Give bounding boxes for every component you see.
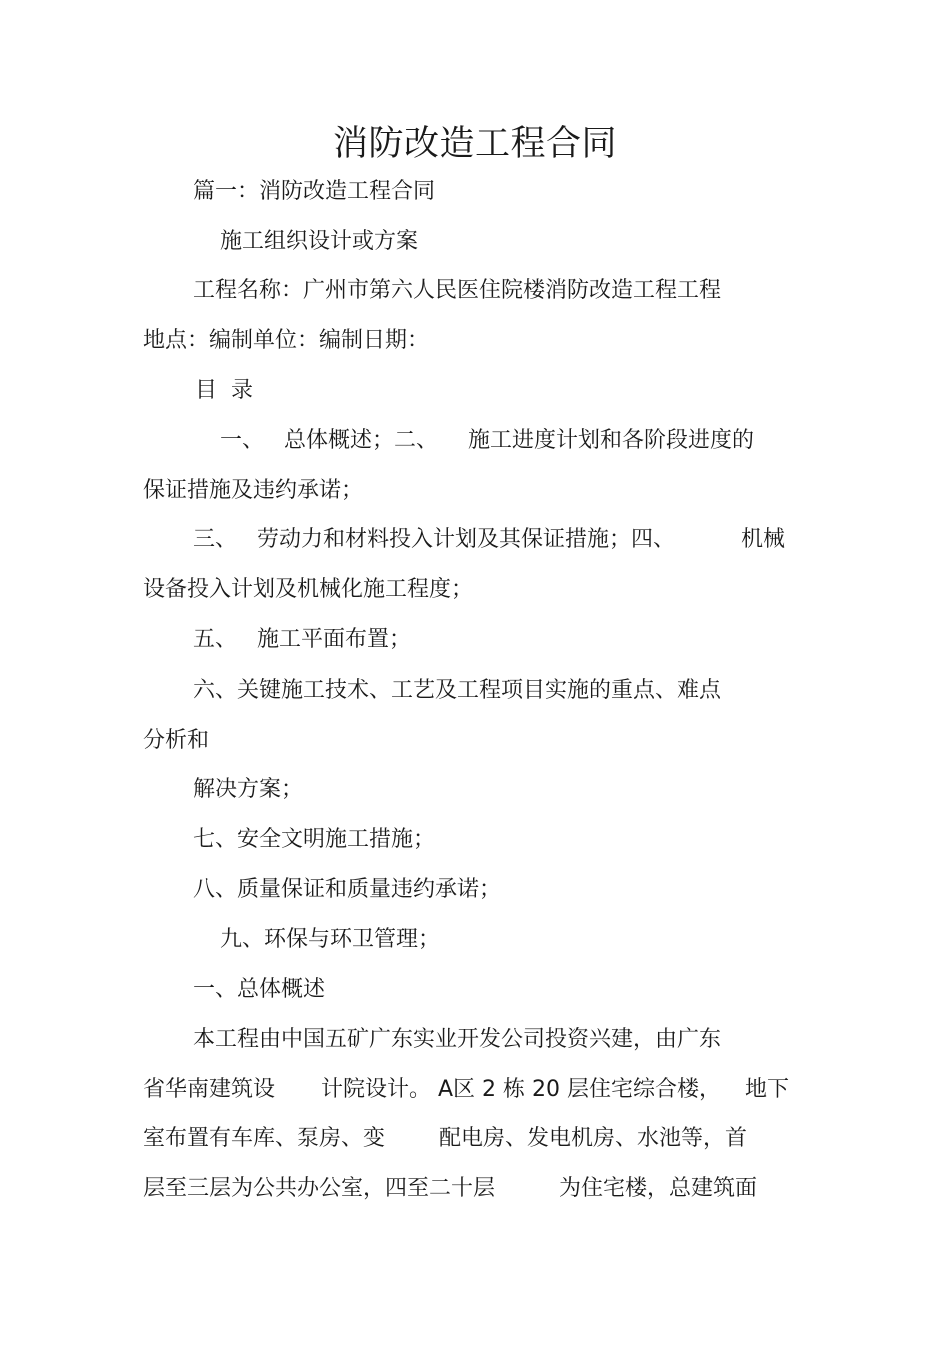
text-segment: 配电房、发电机房、水池等，首: [439, 1126, 748, 1151]
text-line: 保证措施及违约承诺；: [143, 478, 364, 503]
text-segment: 为住宅楼，总建筑面: [559, 1176, 758, 1201]
toc-number: 一、: [220, 428, 265, 453]
text-line: 篇一：消防改造工程合同: [193, 179, 436, 204]
toc-text: 施工进度计划和各阶段进度的: [468, 428, 755, 453]
toc-heading-part: 目: [195, 378, 218, 403]
toc-heading: [195, 376, 253, 406]
text-line: [143, 1075, 789, 1105]
toc-text: 劳动力和材料投入计划及其保证措施；四、: [257, 527, 676, 552]
text-segment: 地下: [745, 1077, 790, 1102]
text-segment: 计院设计。 A区 2 栋 20 层住宅综合楼，: [321, 1077, 722, 1102]
text-line: 设备投入计划及机械化施工程度；: [143, 577, 474, 602]
toc-line: [193, 625, 411, 655]
toc-line: [193, 525, 785, 555]
text-line: 七、安全文明施工措施；: [193, 827, 436, 852]
text-segment: 层至三层为公共办公室，四至二十层: [143, 1176, 496, 1201]
text-segment: 室布置有车库、泵房、变: [143, 1126, 386, 1151]
text-line: 地点：编制单位：编制日期：: [143, 328, 430, 353]
document-title: 消防改造工程合同: [332, 124, 617, 164]
text-line: 施工组织设计或方案: [220, 229, 419, 254]
text-line: 八、质量保证和质量违约承诺；: [193, 877, 502, 902]
toc-text: 总体概述；二、: [284, 428, 439, 453]
text-line: 九、环保与环卫管理；: [220, 927, 441, 952]
text-line: 工程名称：广州市第六人民医住院楼消防改造工程工程: [193, 278, 722, 303]
text-line: 分析和: [143, 728, 210, 753]
text-segment: 省华南建筑设: [143, 1077, 276, 1102]
toc-text: 机械: [741, 527, 786, 552]
text-line: 本工程由中国五矿广东实业开发公司投资兴建，由广东: [193, 1027, 722, 1052]
text-line: [143, 1174, 757, 1204]
text-line: 解决方案；: [193, 777, 304, 802]
toc-text: 施工平面布置；: [257, 627, 412, 652]
section-heading: 一、总体概述: [193, 977, 326, 1002]
text-line: 六、关键施工技术、工艺及工程项目实施的重点、难点: [193, 678, 722, 703]
toc-heading-part: 录: [231, 378, 254, 403]
toc-line: [220, 426, 754, 456]
toc-number: 三、: [193, 527, 238, 552]
toc-number: 五、: [193, 627, 238, 652]
text-line: [143, 1124, 747, 1154]
